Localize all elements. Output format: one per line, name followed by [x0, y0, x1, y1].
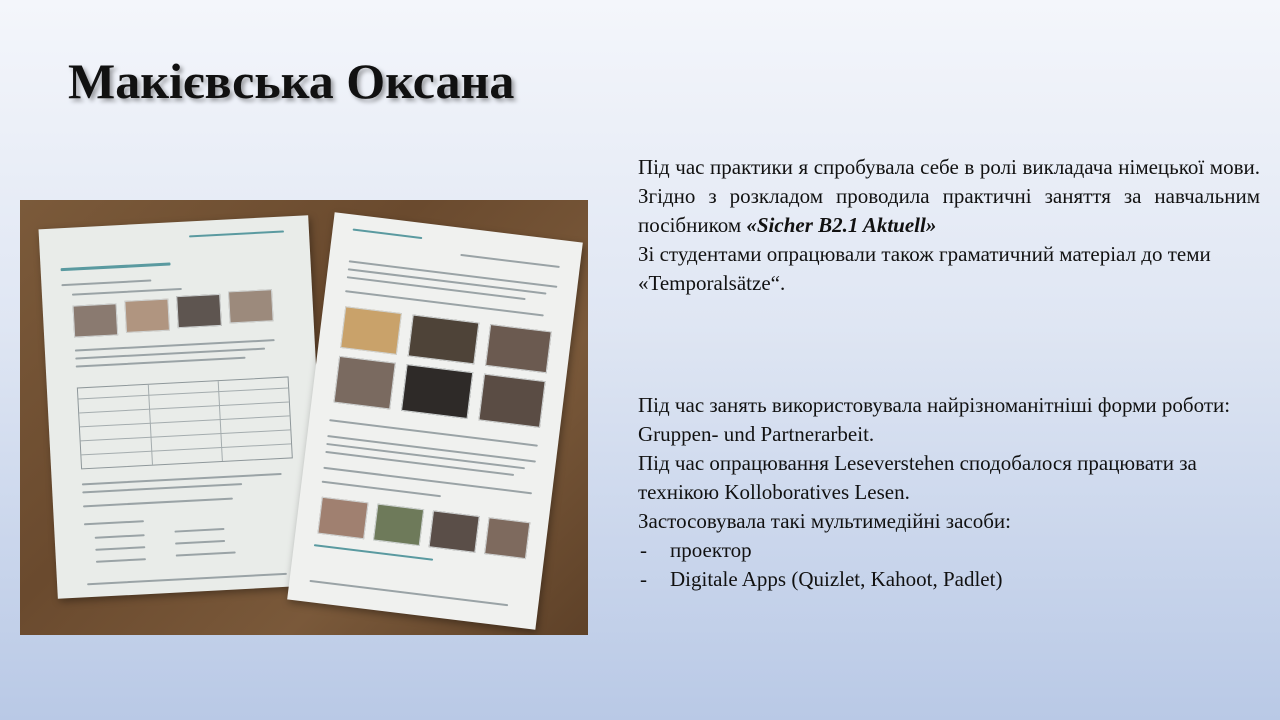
- worksheet-left: [39, 215, 328, 599]
- methods-description: [638, 391, 1260, 594]
- list-item: - Digitale Apps (Quizlet, Kahoot, Padlet): [638, 565, 1260, 594]
- work-forms-text: Під час занять використовувала найрізноманітніші форми роботи: Gruppen- und Partnerarbeit.: [638, 393, 1231, 446]
- practice-intro: [638, 153, 1260, 240]
- list-item: - проектор: [638, 536, 1260, 565]
- multimedia-intro-text: Застосовувала такі мультимедійні засоби:: [638, 509, 1011, 533]
- textbook-name: «Sicher B2.1 Aktuell»: [746, 213, 937, 237]
- slide-title: Макієвська Оксана: [68, 53, 515, 109]
- practice-description: [638, 153, 1260, 298]
- worksheet-right: [287, 212, 583, 630]
- photo-worksheets: [20, 200, 588, 635]
- grammar-note: Зі студентами опрацювали також граматичний матеріал до теми «Temporalsätze“.: [638, 242, 1211, 295]
- reading-technique-text: Під час опрацювання Leseverstehen сподобалося працювати за технікою Kolloboratives Lesen.: [638, 451, 1197, 504]
- multimedia-list: [638, 536, 1260, 594]
- practice-intro-text: Під час практики я спробувала себе в ролі викладача німецької мови. Згідно з розкладом проводила практичні заняття за навчальним посібником: [638, 155, 1260, 237]
